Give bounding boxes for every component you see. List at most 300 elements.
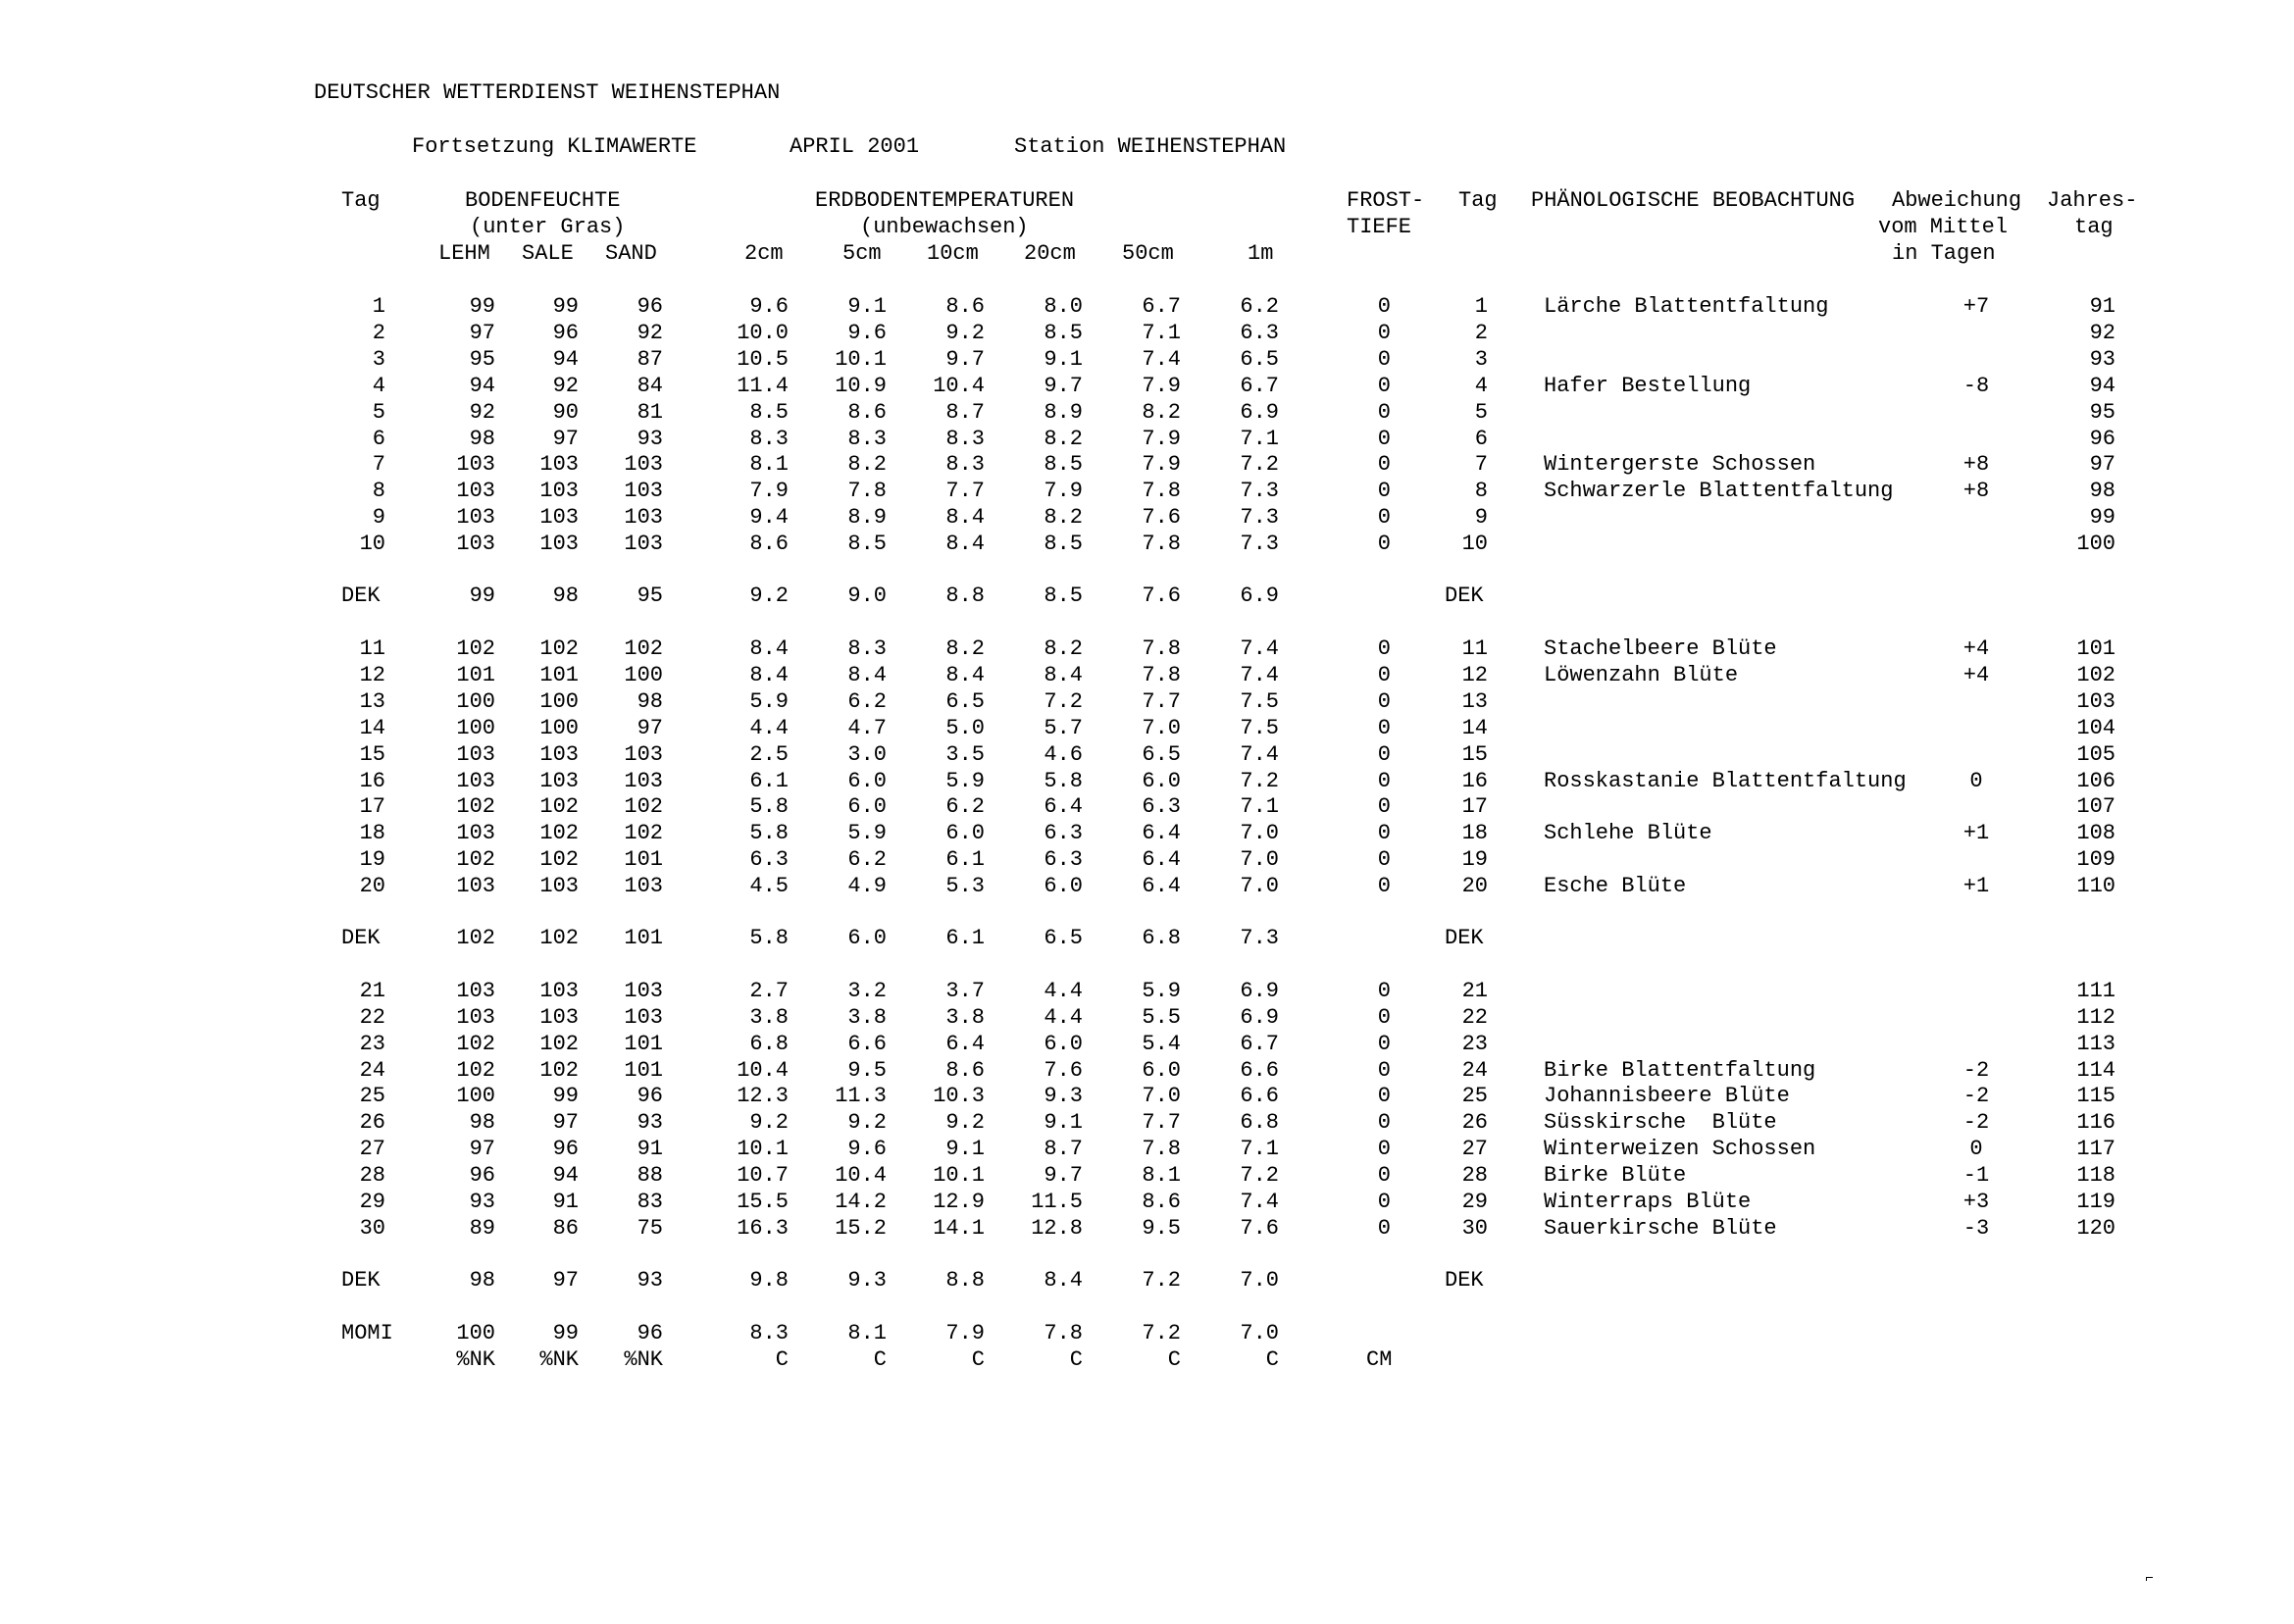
cell-frosttiefe: 0	[1377, 1110, 1391, 1135]
cell-t5cm: 6.0	[847, 769, 887, 793]
cell-frosttiefe: 0	[1377, 1190, 1391, 1214]
cell-phaenologie: Wintergerste Schossen	[1544, 452, 1816, 477]
cell-tag2: 9	[1474, 505, 1488, 530]
cell-t10cm: 6.0	[945, 821, 985, 845]
cell-sale: 100	[539, 689, 579, 714]
cell-t10cm: 14.1	[933, 1216, 985, 1241]
cell-t1m: 7.6	[1240, 1216, 1279, 1241]
cell-tag: MOMI	[341, 1321, 393, 1345]
cell-t5cm: 9.5	[847, 1058, 887, 1083]
cell-tag: 12	[359, 663, 385, 687]
cell-t1m: 7.4	[1240, 636, 1279, 661]
cell-t5cm: 8.2	[847, 452, 887, 477]
cell-lehm: 89	[469, 1216, 495, 1241]
cell-lehm: 101	[456, 663, 495, 687]
cell-t5cm: 10.4	[835, 1163, 887, 1188]
cell-sale: 96	[552, 1137, 579, 1161]
cell-tag2: 11	[1461, 636, 1488, 661]
cell-t1m: 6.3	[1240, 321, 1279, 345]
cell-jahrestag: 120	[2076, 1216, 2116, 1241]
cell-sand: 102	[624, 794, 663, 819]
cell-lehm: 94	[469, 374, 495, 398]
cell-lehm: 92	[469, 400, 495, 425]
cell-frosttiefe: 0	[1377, 821, 1391, 845]
header-erdbodentemperaturen: ERDBODENTEMPERATUREN	[815, 188, 1075, 213]
cell-lehm: 102	[456, 794, 495, 819]
cell-t5cm: 10.1	[835, 347, 887, 372]
header-frost: FROST-	[1347, 188, 1425, 213]
cell-t5cm: 3.8	[847, 1005, 887, 1030]
cell-sale: 96	[552, 321, 579, 345]
cell-abweichung: +1	[1963, 874, 1990, 898]
cell-jahrestag: 108	[2076, 821, 2116, 845]
header-sale: SALE	[522, 241, 574, 266]
cell-t20cm: 8.2	[1044, 636, 1083, 661]
station-name: Station WEIHENSTEPHAN	[1014, 134, 1287, 159]
cell-sand: 103	[624, 742, 663, 767]
cell-t5cm: 8.1	[847, 1321, 887, 1345]
cell-sale: 97	[552, 1268, 579, 1293]
cell-sale: 100	[539, 716, 579, 740]
cell-t20cm: 5.8	[1044, 769, 1083, 793]
cell-tag2: 22	[1461, 1005, 1488, 1030]
cell-t5cm: 9.1	[847, 294, 887, 319]
cell-sale: 103	[539, 769, 579, 793]
header-bodenfeuchte-sub: (unter Gras)	[470, 215, 626, 239]
cell-t5cm: 8.5	[847, 532, 887, 556]
cell-lehm: 99	[469, 584, 495, 608]
cell-t5cm: 9.3	[847, 1268, 887, 1293]
cell-t50cm: 9.5	[1142, 1216, 1181, 1241]
cell-t50cm: 7.6	[1142, 584, 1181, 608]
cell-tag2: 30	[1461, 1216, 1488, 1241]
cell-jahrestag: 116	[2076, 1110, 2116, 1135]
cell-jahrestag: 100	[2076, 532, 2116, 556]
cell-t50cm: 6.5	[1142, 742, 1181, 767]
cell-tag: 19	[359, 847, 385, 872]
cell-t20cm: 8.4	[1044, 663, 1083, 687]
cell-t50cm: 7.0	[1142, 1084, 1181, 1108]
cell-phaenologie: Schwarzerle Blattentfaltung	[1544, 479, 1894, 503]
cell-t1m: 7.2	[1240, 1163, 1279, 1188]
cell-jahrestag: 112	[2076, 1005, 2116, 1030]
cell-t50cm: 8.2	[1142, 400, 1181, 425]
cell-lehm: 102	[456, 1058, 495, 1083]
cell-t5cm: 5.9	[847, 821, 887, 845]
cell-t10cm: 8.3	[945, 452, 985, 477]
cell-lehm: 100	[456, 1084, 495, 1108]
header-in-tagen: in Tagen	[1892, 241, 1996, 266]
cell-tag: 29	[359, 1190, 385, 1214]
cell-t5cm: 9.6	[847, 321, 887, 345]
cell-t1m: 6.9	[1240, 584, 1279, 608]
cell-sale: 103	[539, 452, 579, 477]
cell-frosttiefe: 0	[1377, 1163, 1391, 1188]
cell-sale: 103	[539, 1005, 579, 1030]
cell-t50cm: 6.0	[1142, 769, 1181, 793]
cell-t20cm: 11.5	[1031, 1190, 1083, 1214]
cell-t5cm: 6.0	[847, 926, 887, 950]
cell-sand: 102	[624, 636, 663, 661]
cell-t1m: 7.4	[1240, 663, 1279, 687]
cell-frosttiefe: 0	[1377, 1084, 1391, 1108]
cell-t2cm: 5.8	[749, 821, 789, 845]
cell-t10cm: 8.6	[945, 294, 985, 319]
cell-tag: 15	[359, 742, 385, 767]
cell-tag2: 26	[1461, 1110, 1488, 1135]
cell-t2cm: 10.0	[737, 321, 789, 345]
cell-sand: %NK	[624, 1347, 663, 1372]
cell-t20cm: 8.2	[1044, 505, 1083, 530]
cell-tag2: 6	[1474, 427, 1488, 451]
cell-t50cm: C	[1167, 1347, 1181, 1372]
cell-sand: 101	[624, 847, 663, 872]
cell-jahrestag: 114	[2076, 1058, 2116, 1083]
header-lehm: LEHM	[438, 241, 490, 266]
cell-tag: 3	[372, 347, 385, 372]
cell-tag: 10	[359, 532, 385, 556]
header-5cm: 5cm	[842, 241, 882, 266]
cell-jahrestag: 117	[2076, 1137, 2116, 1161]
cell-lehm: 97	[469, 1137, 495, 1161]
cell-t10cm: 7.7	[945, 479, 985, 503]
cell-t10cm: 3.8	[945, 1005, 985, 1030]
cell-t5cm: C	[873, 1347, 887, 1372]
cell-t2cm: 5.8	[749, 794, 789, 819]
cell-t20cm: 9.7	[1044, 1163, 1083, 1188]
cell-tag2: 5	[1474, 400, 1488, 425]
cell-jahrestag: 102	[2076, 663, 2116, 687]
cell-t2cm: 10.5	[737, 347, 789, 372]
cell-tag2: 15	[1461, 742, 1488, 767]
cell-t2cm: 11.4	[737, 374, 789, 398]
cell-tag2: DEK	[1445, 926, 1484, 950]
cell-jahrestag: 91	[2089, 294, 2116, 319]
cell-t10cm: 10.3	[933, 1084, 985, 1108]
cell-t10cm: 8.8	[945, 584, 985, 608]
cell-t5cm: 8.6	[847, 400, 887, 425]
header-10cm: 10cm	[927, 241, 979, 266]
cell-t5cm: 3.2	[847, 979, 887, 1003]
cell-t50cm: 8.6	[1142, 1190, 1181, 1214]
cell-phaenologie: Winterraps Blüte	[1544, 1190, 1752, 1214]
cell-t10cm: 6.2	[945, 794, 985, 819]
cell-frosttiefe: 0	[1377, 321, 1391, 345]
cell-jahrestag: 115	[2076, 1084, 2116, 1108]
cell-t1m: 6.6	[1240, 1084, 1279, 1108]
cell-jahrestag: 119	[2076, 1190, 2116, 1214]
cell-frosttiefe: 0	[1377, 794, 1391, 819]
cell-lehm: 103	[456, 979, 495, 1003]
cell-t10cm: 8.6	[945, 1058, 985, 1083]
cell-frosttiefe: 0	[1377, 479, 1391, 503]
cell-t2cm: 12.3	[737, 1084, 789, 1108]
cell-lehm: 103	[456, 821, 495, 845]
cell-t5cm: 9.6	[847, 1137, 887, 1161]
cell-t20cm: 8.5	[1044, 532, 1083, 556]
cell-t2cm: 10.1	[737, 1137, 789, 1161]
cell-t5cm: 15.2	[835, 1216, 887, 1241]
cell-jahrestag: 111	[2076, 979, 2116, 1003]
cell-sale: 94	[552, 347, 579, 372]
cell-t50cm: 6.8	[1142, 926, 1181, 950]
cell-t2cm: 9.2	[749, 584, 789, 608]
cell-tag2: 17	[1461, 794, 1488, 819]
header-jahres: Jahres-	[2047, 188, 2138, 213]
cell-sand: 103	[624, 1005, 663, 1030]
cell-t10cm: 8.4	[945, 505, 985, 530]
cell-t20cm: 6.4	[1044, 794, 1083, 819]
cell-lehm: 103	[456, 505, 495, 530]
cell-sand: 103	[624, 479, 663, 503]
cell-t2cm: 7.9	[749, 479, 789, 503]
cell-t20cm: 8.0	[1044, 294, 1083, 319]
cell-t2cm: 3.8	[749, 1005, 789, 1030]
cell-t5cm: 6.0	[847, 794, 887, 819]
cell-lehm: 102	[456, 847, 495, 872]
cell-phaenologie: Birke Blattentfaltung	[1544, 1058, 1816, 1083]
cell-lehm: 102	[456, 926, 495, 950]
cell-frosttiefe: 0	[1377, 532, 1391, 556]
cell-lehm: 103	[456, 769, 495, 793]
cell-t2cm: C	[775, 1347, 789, 1372]
cell-jahrestag: 104	[2076, 716, 2116, 740]
cell-t2cm: 9.6	[749, 294, 789, 319]
cell-tag2: 3	[1474, 347, 1488, 372]
cell-lehm: 103	[456, 742, 495, 767]
cell-t2cm: 5.8	[749, 926, 789, 950]
cell-t10cm: 6.5	[945, 689, 985, 714]
cell-abweichung: -2	[1963, 1110, 1990, 1135]
cell-tag2: 24	[1461, 1058, 1488, 1083]
cell-t2cm: 9.2	[749, 1110, 789, 1135]
cell-t10cm: 12.9	[933, 1190, 985, 1214]
cell-sale: 102	[539, 636, 579, 661]
cell-phaenologie: Stachelbeere Blüte	[1544, 636, 1777, 661]
cell-jahrestag: 97	[2089, 452, 2116, 477]
cell-t10cm: 5.9	[945, 769, 985, 793]
cell-frosttiefe: 0	[1377, 689, 1391, 714]
cell-t1m: C	[1265, 1347, 1279, 1372]
cell-abweichung: +1	[1963, 821, 1990, 845]
cell-t10cm: 7.9	[945, 1321, 985, 1345]
cell-t20cm: 8.5	[1044, 321, 1083, 345]
cell-t1m: 7.4	[1240, 1190, 1279, 1214]
cell-frosttiefe: 0	[1377, 636, 1391, 661]
cell-t5cm: 8.9	[847, 505, 887, 530]
cell-tag2: 12	[1461, 663, 1488, 687]
cell-t1m: 6.7	[1240, 374, 1279, 398]
cell-lehm: 97	[469, 321, 495, 345]
cell-t50cm: 6.0	[1142, 1058, 1181, 1083]
cell-t20cm: 9.1	[1044, 347, 1083, 372]
cell-sale: 101	[539, 663, 579, 687]
cell-sand: 92	[637, 321, 663, 345]
cell-t50cm: 7.8	[1142, 663, 1181, 687]
cell-tag: DEK	[341, 584, 381, 608]
cell-t1m: 6.7	[1240, 1032, 1279, 1056]
cell-sand: 103	[624, 532, 663, 556]
cell-frosttiefe: 0	[1377, 505, 1391, 530]
report-subtitle: Fortsetzung KLIMAWERTE	[412, 134, 697, 159]
cell-t10cm: 6.4	[945, 1032, 985, 1056]
cell-tag2: 8	[1474, 479, 1488, 503]
cell-frosttiefe: 0	[1377, 374, 1391, 398]
cell-tag: DEK	[341, 926, 381, 950]
cell-t10cm: 8.2	[945, 636, 985, 661]
header-20cm: 20cm	[1024, 241, 1076, 266]
cell-t50cm: 7.6	[1142, 505, 1181, 530]
cell-t10cm: 10.4	[933, 374, 985, 398]
cell-t1m: 6.9	[1240, 979, 1279, 1003]
cell-sale: 102	[539, 926, 579, 950]
cell-t2cm: 2.5	[749, 742, 789, 767]
cell-t2cm: 6.8	[749, 1032, 789, 1056]
cell-t5cm: 9.0	[847, 584, 887, 608]
cell-t50cm: 7.8	[1142, 636, 1181, 661]
header-tag-2: Tag	[1458, 188, 1498, 213]
cell-t1m: 7.3	[1240, 505, 1279, 530]
cell-lehm: 98	[469, 1268, 495, 1293]
cell-tag: 17	[359, 794, 385, 819]
cell-tag: 6	[372, 427, 385, 451]
cell-phaenologie: Rosskastanie Blattentfaltung	[1544, 769, 1907, 793]
cell-abweichung: -8	[1963, 374, 1990, 398]
cell-t10cm: 8.4	[945, 663, 985, 687]
cell-t50cm: 7.8	[1142, 479, 1181, 503]
cell-t20cm: 5.7	[1044, 716, 1083, 740]
cell-abweichung: +4	[1963, 663, 1990, 687]
cell-lehm: 100	[456, 1321, 495, 1345]
cell-lehm: 98	[469, 1110, 495, 1135]
cell-tag: 2	[372, 321, 385, 345]
cell-t20cm: 8.5	[1044, 452, 1083, 477]
cell-sale: 99	[552, 294, 579, 319]
cell-jahrestag: 96	[2089, 427, 2116, 451]
cell-t20cm: 9.1	[1044, 1110, 1083, 1135]
header-phaenologie: PHÄNOLOGISCHE BEOBACHTUNG	[1531, 188, 1856, 213]
cell-tag: 20	[359, 874, 385, 898]
org-header: DEUTSCHER WETTERDIENST WEIHENSTEPHAN	[314, 80, 781, 105]
cell-tag: 5	[372, 400, 385, 425]
cell-t20cm: 4.4	[1044, 1005, 1083, 1030]
cell-t10cm: 9.7	[945, 347, 985, 372]
cell-t2cm: 8.3	[749, 427, 789, 451]
cell-sale: 97	[552, 1110, 579, 1135]
header-1m: 1m	[1248, 241, 1274, 266]
cell-sand: 83	[637, 1190, 663, 1214]
cell-lehm: 103	[456, 532, 495, 556]
cell-tag: 7	[372, 452, 385, 477]
cell-t1m: 6.2	[1240, 294, 1279, 319]
header-2cm: 2cm	[744, 241, 784, 266]
cell-sand: 93	[637, 427, 663, 451]
cell-sale: %NK	[539, 1347, 579, 1372]
cell-t50cm: 5.9	[1142, 979, 1181, 1003]
cell-t20cm: 7.9	[1044, 479, 1083, 503]
cell-t1m: 6.9	[1240, 1005, 1279, 1030]
cell-t5cm: 14.2	[835, 1190, 887, 1214]
cell-sale: 92	[552, 374, 579, 398]
cell-lehm: 93	[469, 1190, 495, 1214]
cell-t10cm: 8.4	[945, 532, 985, 556]
cell-phaenologie: Esche Blüte	[1544, 874, 1687, 898]
cell-t2cm: 8.1	[749, 452, 789, 477]
cell-tag2: 19	[1461, 847, 1488, 872]
cell-frosttiefe: 0	[1377, 347, 1391, 372]
cell-tag: 27	[359, 1137, 385, 1161]
cell-lehm: 103	[456, 874, 495, 898]
cell-t50cm: 7.7	[1142, 689, 1181, 714]
cell-t50cm: 7.9	[1142, 452, 1181, 477]
cell-jahrestag: 106	[2076, 769, 2116, 793]
cell-abweichung: +8	[1963, 479, 1990, 503]
cell-tag: 21	[359, 979, 385, 1003]
header-abweichung: Abweichung	[1892, 188, 2022, 213]
cell-tag: 24	[359, 1058, 385, 1083]
cell-t1m: 7.3	[1240, 532, 1279, 556]
cell-abweichung: -2	[1963, 1058, 1990, 1083]
cell-phaenologie: Hafer Bestellung	[1544, 374, 1752, 398]
cell-t20cm: 8.7	[1044, 1137, 1083, 1161]
cell-lehm: 95	[469, 347, 495, 372]
cell-tag: 1	[372, 294, 385, 319]
cell-frosttiefe: 0	[1377, 1032, 1391, 1056]
cell-lehm: 99	[469, 294, 495, 319]
cell-tag2: 7	[1474, 452, 1488, 477]
cell-frosttiefe: 0	[1377, 400, 1391, 425]
cell-t5cm: 10.9	[835, 374, 887, 398]
cell-t5cm: 4.7	[847, 716, 887, 740]
cell-tag2: 23	[1461, 1032, 1488, 1056]
cell-sand: 103	[624, 979, 663, 1003]
cell-jahrestag: 99	[2089, 505, 2116, 530]
cell-sale: 94	[552, 1163, 579, 1188]
cell-sand: 103	[624, 505, 663, 530]
cell-t20cm: C	[1069, 1347, 1083, 1372]
cell-lehm: 103	[456, 479, 495, 503]
cell-t1m: 7.3	[1240, 926, 1279, 950]
cell-t50cm: 6.7	[1142, 294, 1181, 319]
cell-lehm: 102	[456, 1032, 495, 1056]
cell-t50cm: 7.2	[1142, 1321, 1181, 1345]
cell-t20cm: 6.5	[1044, 926, 1083, 950]
cell-abweichung: +8	[1963, 452, 1990, 477]
cell-lehm: 103	[456, 1005, 495, 1030]
cell-t5cm: 8.3	[847, 427, 887, 451]
cell-t2cm: 6.1	[749, 769, 789, 793]
cell-t20cm: 12.8	[1031, 1216, 1083, 1241]
cell-tag2: DEK	[1445, 1268, 1484, 1293]
cell-sand: 97	[637, 716, 663, 740]
cell-tag2: 25	[1461, 1084, 1488, 1108]
cell-t20cm: 4.4	[1044, 979, 1083, 1003]
cell-t20cm: 7.2	[1044, 689, 1083, 714]
cell-frosttiefe: 0	[1377, 1005, 1391, 1030]
cell-t2cm: 6.3	[749, 847, 789, 872]
cell-t50cm: 7.8	[1142, 532, 1181, 556]
cell-sale: 103	[539, 532, 579, 556]
cell-t5cm: 6.2	[847, 847, 887, 872]
cell-jahrestag: 94	[2089, 374, 2116, 398]
cell-t20cm: 7.6	[1044, 1058, 1083, 1083]
cell-tag2: 13	[1461, 689, 1488, 714]
cell-t2cm: 10.4	[737, 1058, 789, 1083]
cell-t1m: 7.0	[1240, 1268, 1279, 1293]
cell-sand: 96	[637, 294, 663, 319]
cell-sand: 101	[624, 1058, 663, 1083]
cell-sale: 103	[539, 979, 579, 1003]
